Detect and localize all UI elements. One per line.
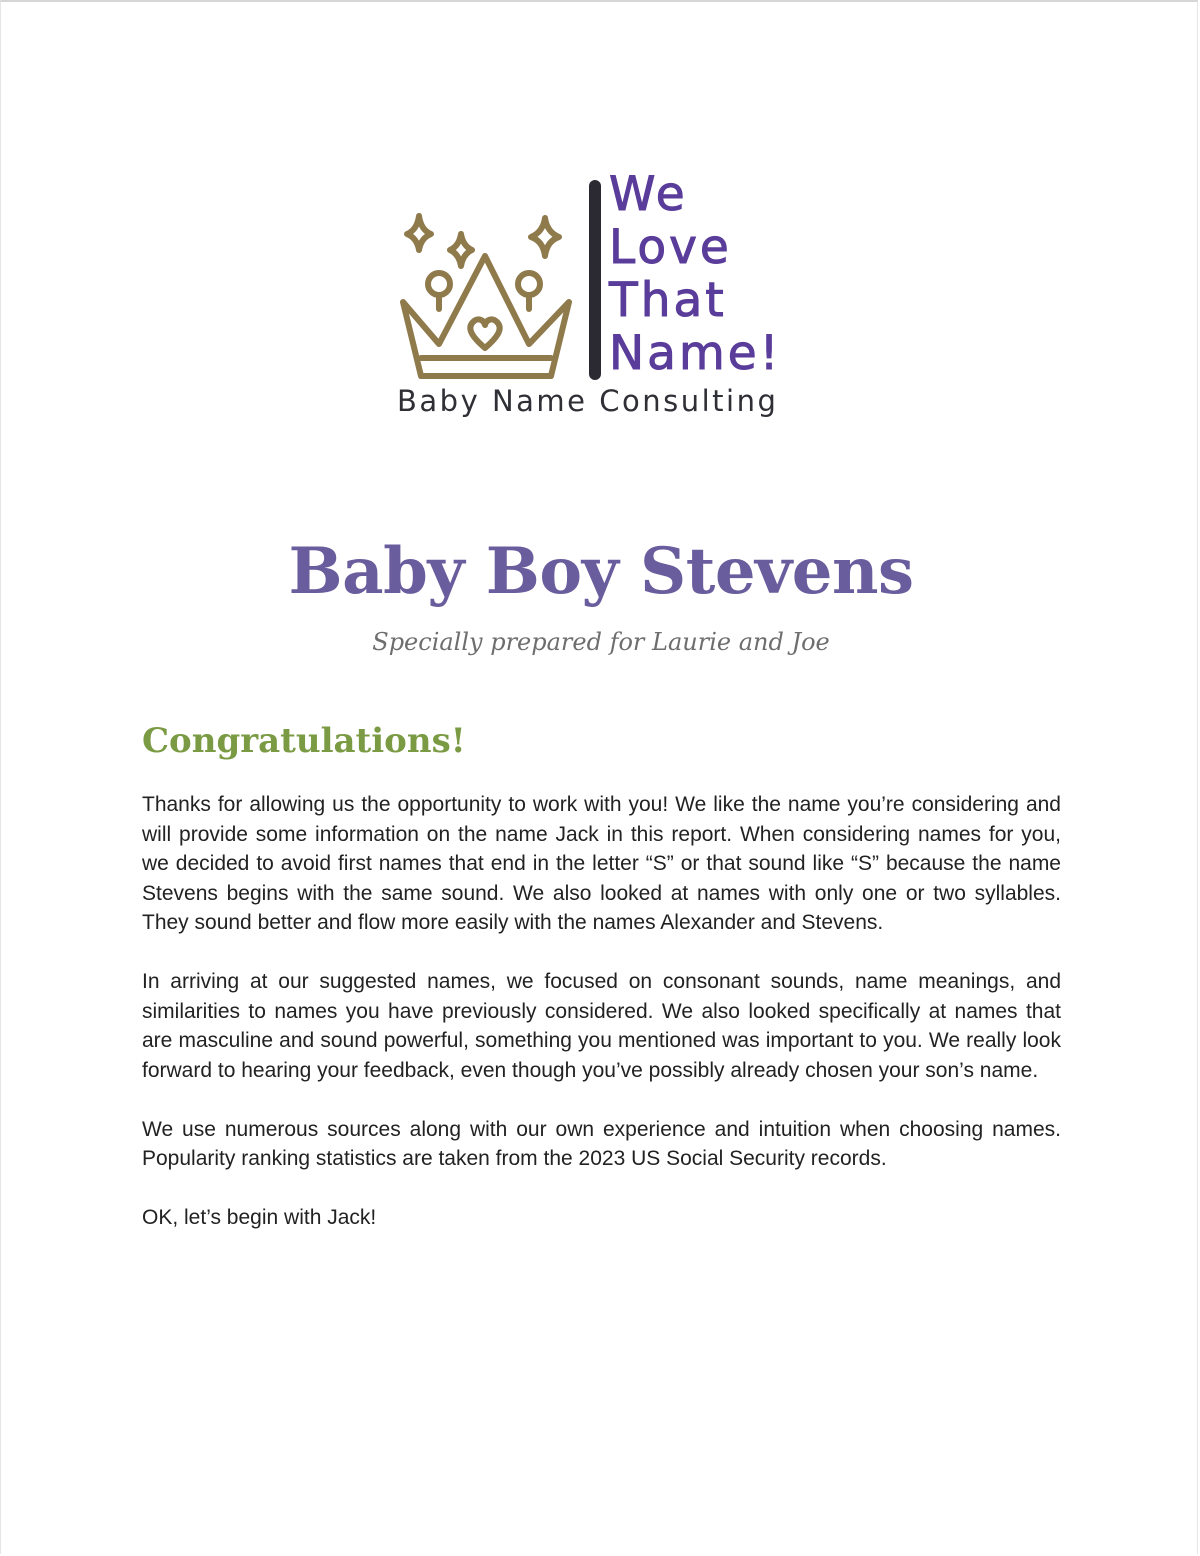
paragraph: We use numerous sources along with our own experience and intuition when choosing names. Popularity ranking statistics are taken from the 2023 US Social Security records.	[142, 1117, 1061, 1170]
sparkle-icon	[531, 218, 559, 256]
crown-icon	[393, 204, 583, 384]
company-logo	[393, 167, 813, 436]
section-heading: Congratulations!	[142, 721, 466, 761]
paragraph: Thanks for allowing us the opportunity to work with you! We like the name you’re considering and will provide some information on the name Jack in this report. When considering names for you, we decided to avoid first names that end in the letter “S” or that sound like “S” because the name Stevens begins with the same sound. We also looked at names with only one or two syllables. They sound better and flow more easily with the names Alexander and Stevens.	[142, 793, 1061, 934]
wordmark-line: That	[609, 273, 727, 328]
page-title: Baby Boy Stevens	[288, 534, 914, 609]
logo-tagline: Baby Name Consulting	[397, 384, 779, 418]
paragraph: In arriving at our suggested names, we focused on consonant sounds, name meanings, and similarities to names you have previously considered. We also looked specifically at names that are masculine and sound powerful, something you mentioned was important to you. We really look forward to hearing your feedback, even though you’ve possibly already chosen your son’s name.	[142, 970, 1061, 1082]
sparkle-icon	[450, 234, 472, 266]
page-subtitle: Specially prepared for Laurie and Joe	[372, 628, 830, 656]
wordmark-line: We	[609, 167, 688, 222]
logo-wordmark	[609, 168, 809, 380]
wordmark-line: Love	[609, 220, 732, 275]
body-text	[142, 790, 1061, 1262]
sparkle-icon	[407, 216, 431, 250]
heart-icon	[470, 319, 499, 348]
logo-divider	[589, 180, 601, 380]
wordmark-line: Name!	[609, 326, 782, 381]
paragraph: OK, let’s begin with Jack!	[142, 1206, 377, 1229]
